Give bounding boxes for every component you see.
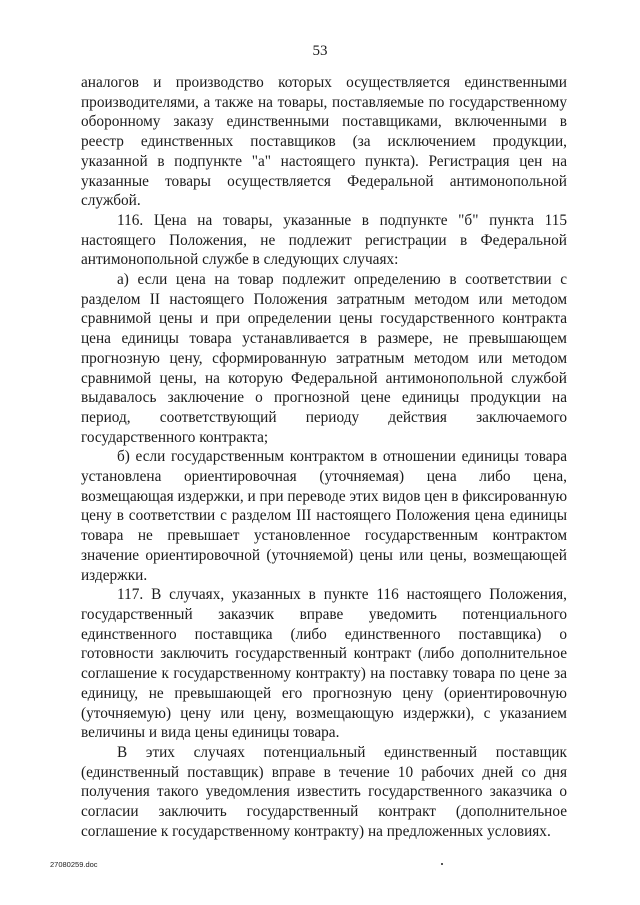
paragraph-subclause-a: а) если цена на товар подлежит определению в соответствии с разделом II настоящего Положения затратным методом или методом сравнимой цены и при определении цены государственного контракта цена единицы товара устанавливается в размере, не превышающем прогнозную цену, сформированную затратным методом или методом сравнимой цены, на которую Федеральной антимонопольной службой выдавалось заключение о прогнозной цене единицы продукции на период, соответствующий периоду действия заключаемого государственного контракта; [81, 271, 567, 446]
paragraph-continuation: аналогов и производство которых осуществляется единственными производителями, а также на товары, поставляемые по государственному оборонному заказу единственными поставщиками, включенными в реестр единственных поставщиков (за исключением продукции, указанной в подпункте "а" настоящего пункта). Регистрация цен на указанные товары осуществляется Федеральной антимонопольной службой. [81, 74, 567, 210]
page-number: 53 [312, 43, 328, 59]
paragraph-clause-117: 117. В случаях, указанных в пункте 116 настоящего Положения, государственный заказчик вправе уведомить потенциального единственного поставщика (либо единственного поставщика) о готовности заключить государственный контракт (либо дополнительное соглашение к государственному контракту) на поставку товара по цене за единицу, не превышающей его прогнозную цену (ориентировочную (уточняемую) цену или цену, возмещающую издержки), с указанием величины и вида цены единицы товара. [81, 586, 567, 742]
paragraph-subclause-b: б) если государственным контрактом в отношении единицы товара установлена ориентировочная (уточняемая) цена либо цена, возмещающая издержки, и при переводе этих видов цен в фиксированную цену в соответствии с разделом III настоящего Положения цена единицы товара не превышает установленное государственным контрактом значение ориентировочной (уточняемой) цены или цены, возмещающей издержки. [81, 448, 567, 584]
paragraph-clause-117-cont: В этих случаях потенциальный единственный поставщик (единственный поставщик) вправе в течение 10 рабочих дней со дня получения такого уведомления известить государственного заказчика о согласии заключить государственный контракт (дополнительное соглашение к государственному контракту) на предложенных условиях. [81, 743, 567, 840]
footer-filename: 27080259.doc [50, 860, 98, 869]
footer-dot [441, 863, 443, 865]
document-body [81, 73, 567, 841]
paragraph-clause-116: 116. Цена на товары, указанные в подпункте "б" пункта 115 настоящего Положения, не подлежит регистрации в Федеральной антимонопольной службе в следующих случаях: [81, 211, 567, 269]
